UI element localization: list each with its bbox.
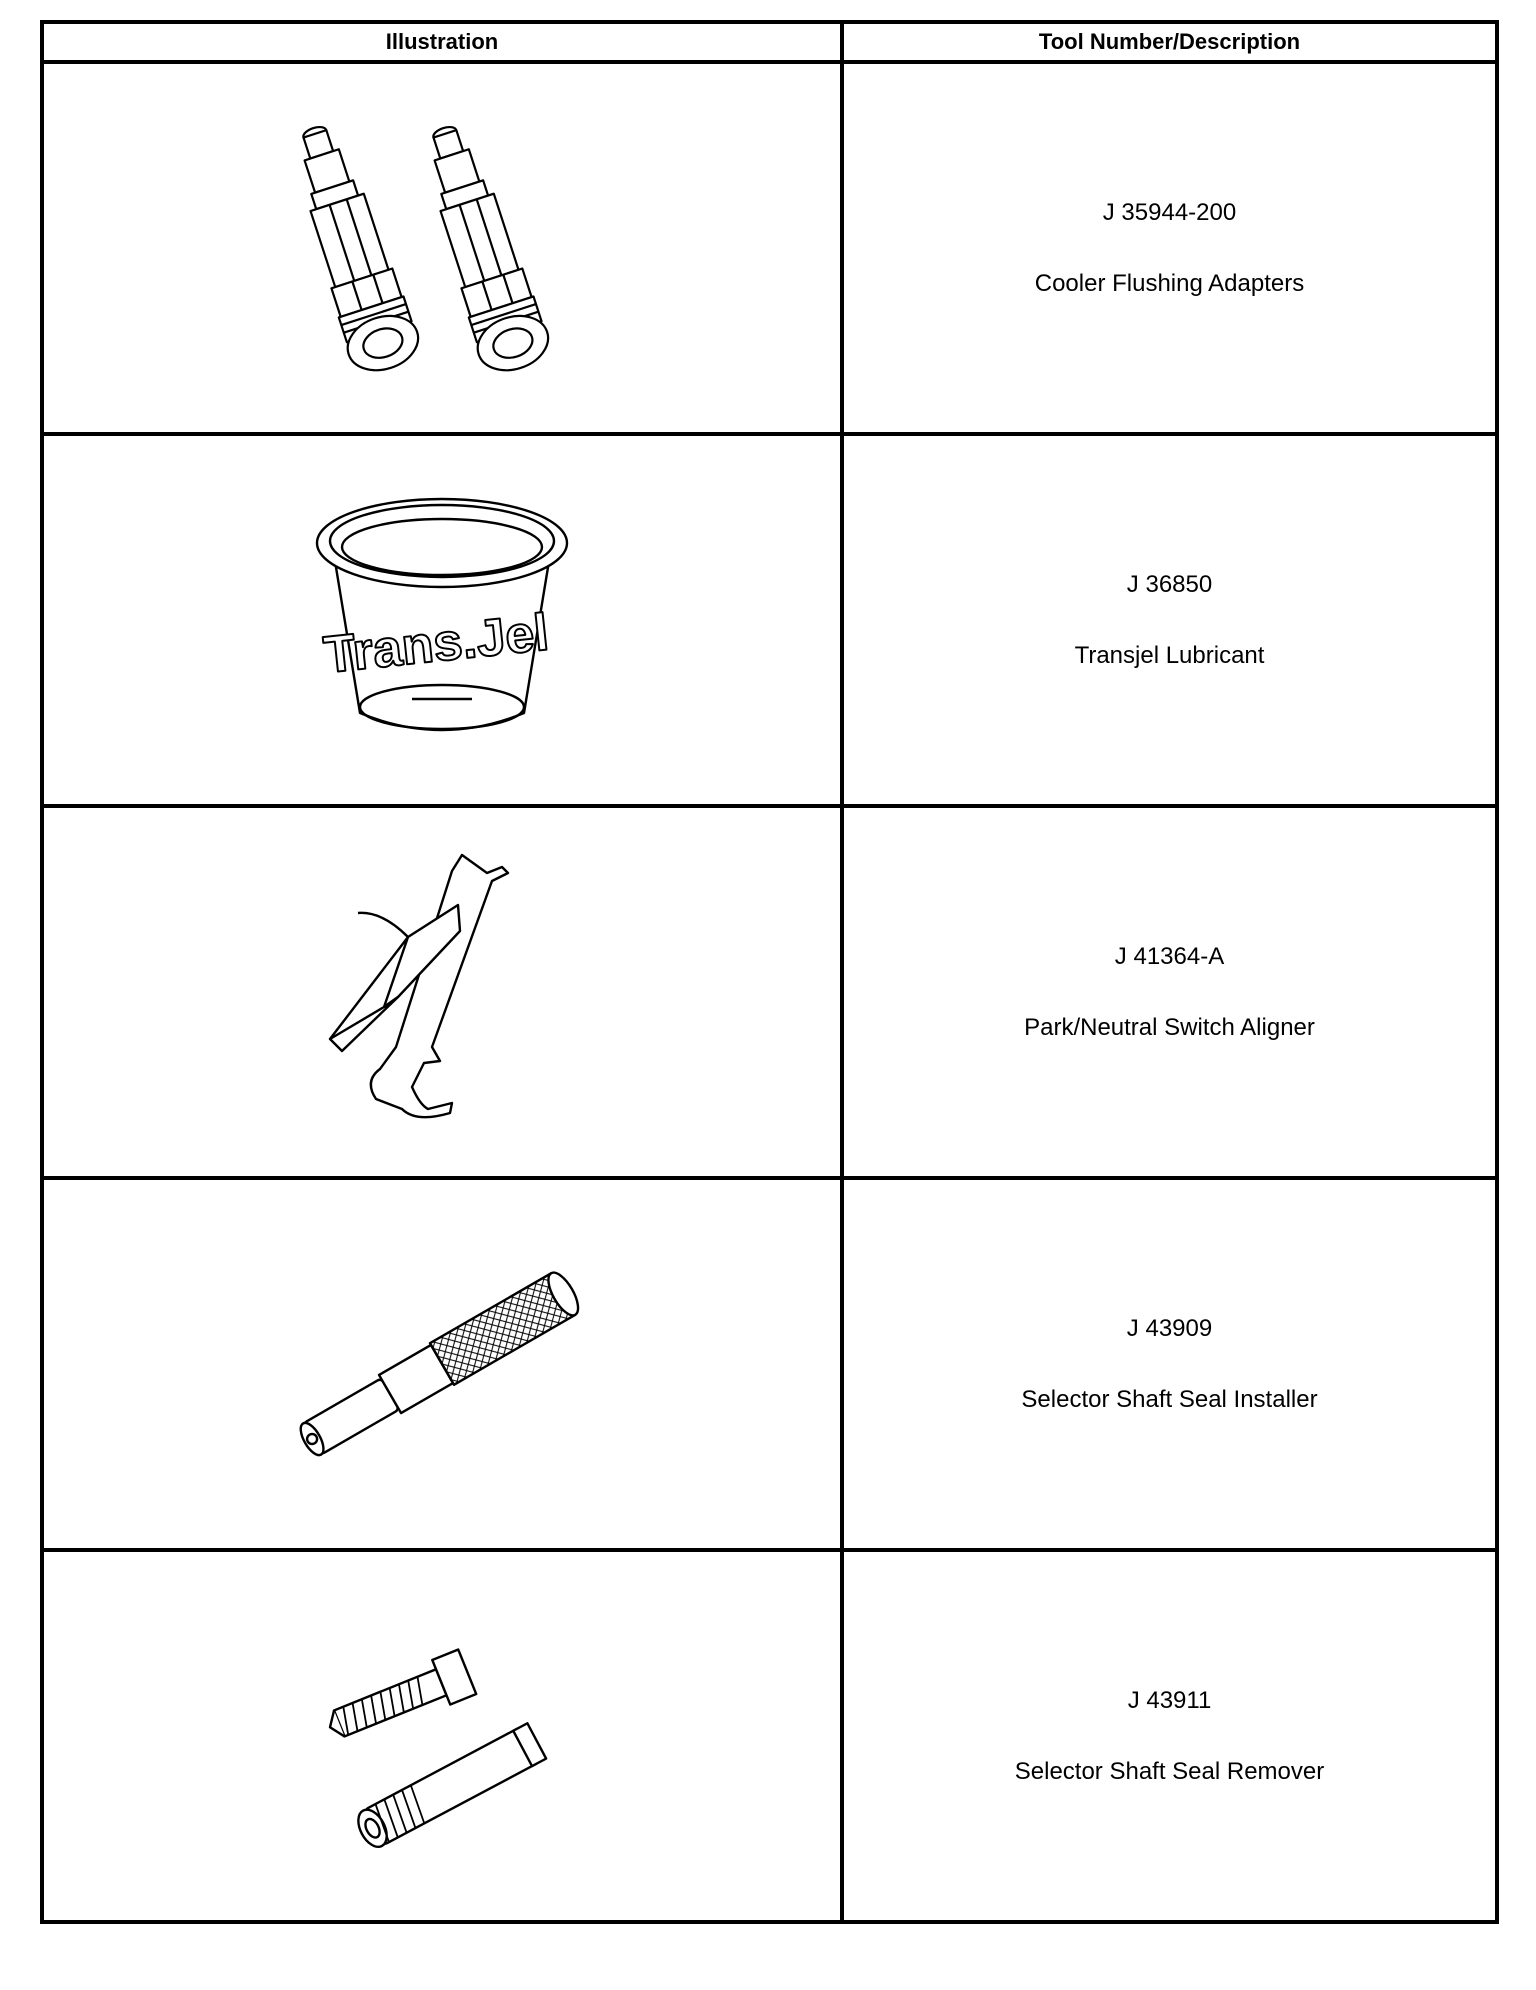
tool-table <box>40 20 1499 1924</box>
tool-description-cell <box>842 1178 1497 1550</box>
sleeve <box>353 1723 547 1851</box>
tool-description: Transjel Lubricant <box>1074 641 1265 669</box>
tool-description: Park/Neutral Switch Aligner <box>1024 1013 1315 1041</box>
flushing-adapters-illustration <box>282 98 602 398</box>
seal-remover-illustration <box>312 1606 572 1866</box>
table-row <box>42 62 1497 434</box>
header-illustration: Illustration <box>42 22 842 62</box>
illustration-cell <box>42 806 842 1178</box>
tool-number: J 43909 <box>1126 1314 1213 1342</box>
illustration-cell <box>42 1178 842 1550</box>
illustration-cell <box>42 434 842 806</box>
switch-aligner-illustration <box>312 847 572 1137</box>
tool-description: Selector Shaft Seal Installer <box>1021 1385 1318 1413</box>
tool-number: J 35944-200 <box>1102 198 1237 226</box>
tool-description-cell <box>842 62 1497 434</box>
tub-label: Trans.Jel <box>321 603 552 685</box>
bolt <box>321 1650 476 1750</box>
tool-number: J 41364-A <box>1114 942 1225 970</box>
illustration-cell <box>42 1550 842 1922</box>
tool-description: Selector Shaft Seal Remover <box>1014 1757 1325 1785</box>
illustration-cell <box>42 62 842 434</box>
tool-number: J 43911 <box>1127 1686 1212 1714</box>
header-tool-number-description: Tool Number/Description <box>842 22 1497 62</box>
table-row <box>42 1178 1497 1550</box>
tool-number: J 36850 <box>1126 570 1213 598</box>
table-row <box>42 434 1497 806</box>
table-row <box>42 806 1497 1178</box>
tool-description: Cooler Flushing Adapters <box>1034 269 1305 297</box>
transjel-tub-illustration <box>302 485 582 755</box>
tool-description-cell <box>842 434 1497 806</box>
seal-installer-illustration <box>292 1264 592 1464</box>
table-row <box>42 1550 1497 1922</box>
header-row <box>42 22 1497 62</box>
tool-description-cell <box>842 806 1497 1178</box>
tool-description-cell <box>842 1550 1497 1922</box>
